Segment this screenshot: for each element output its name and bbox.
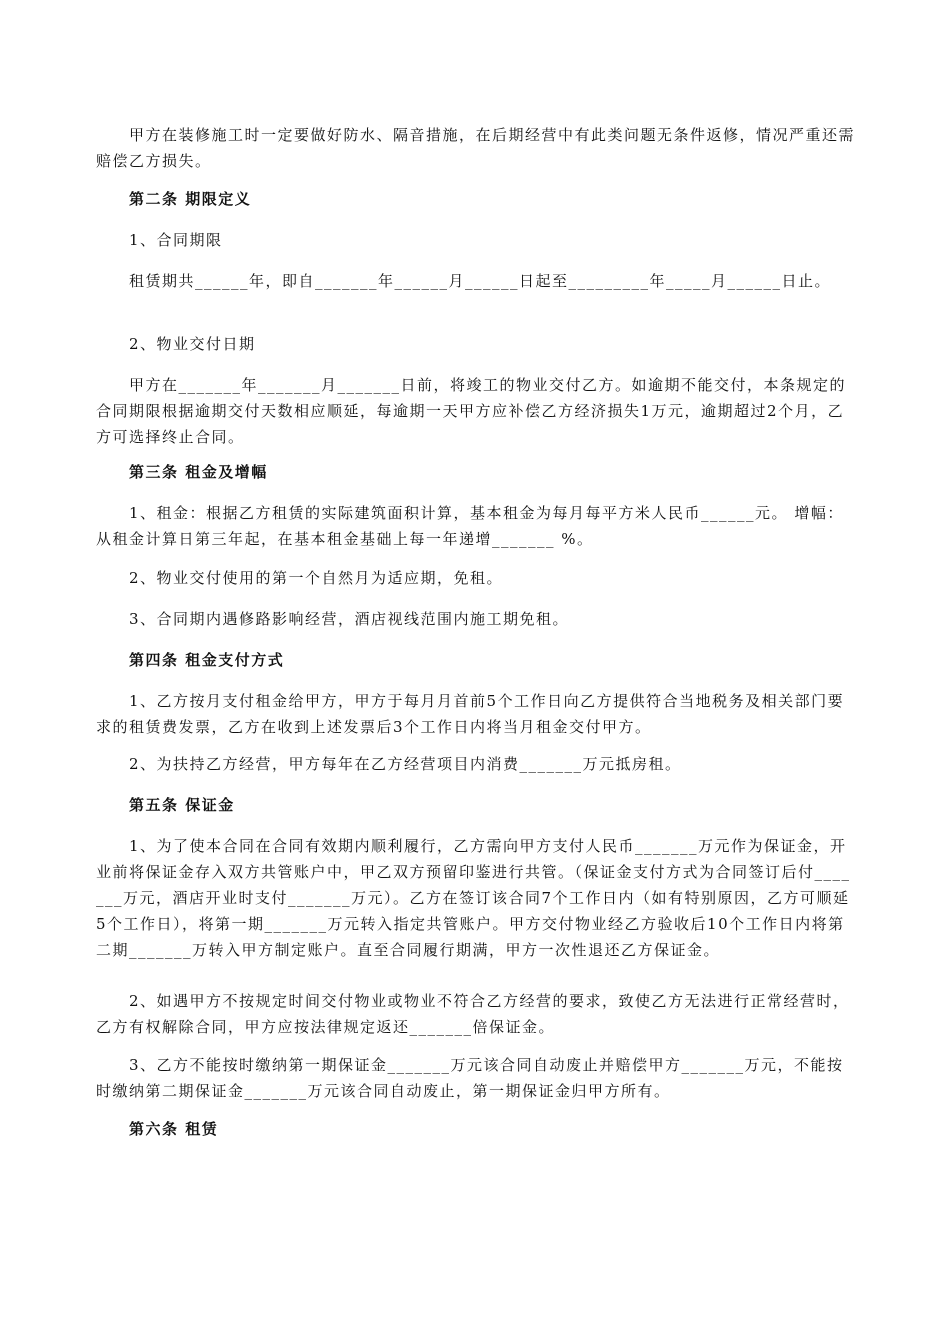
heading-article-2: 第二条 期限定义 <box>96 190 252 208</box>
heading-article-5: 第五条 保证金 <box>96 796 235 814</box>
heading-article-3: 第三条 租金及增幅 <box>96 463 268 481</box>
paragraph-2-2-title: 2、物业交付日期 <box>96 335 256 353</box>
paragraph-2-2-body: 甲方在_______年_______月_______日前，将竣工的物业交付乙方。如逾期不能交付，本条规定的合同期限根据逾期交付天数相应顺延，每逾期一天甲方应补偿乙方经济损失1万元，逾期超过2个月，乙方可选择终止合同。 <box>96 376 847 446</box>
paragraph-intro: 甲方在装修施工时一定要做好防水、隔音措施，在后期经营中有此类问题无条件返修，情况严重还需赔偿乙方损失。 <box>96 126 856 170</box>
paragraph-2-1-body: 租赁期共______年，即自_______年______月______日起至_________年_____月______日止。 <box>96 272 832 290</box>
paragraph-5-1: 1、为了使本合同在合同有效期内顺利履行，乙方需向甲方支付人民币_______万元作为保证金，开业前将保证金存入双方共管账户中，甲乙双方预留印鉴进行共管。（保证金支付方式为合同签订后付_______万元，酒店开业时支付_______万元）。乙方在签订该合同7个工作日内（如有特别原因，乙方可顺延5个工作日），将第一期_______万元转入指定共管账户。甲方交付物业经乙方验收后10个工作日内将第二期_______万转入甲方制定账户。直至合同履行期满，甲方一次性退还乙方保证金。 <box>96 837 851 959</box>
paragraph-3-2: 2、物业交付使用的第一个自然月为适应期，免租。 <box>96 569 504 587</box>
paragraph-2-1-title: 1、合同期限 <box>96 231 223 249</box>
heading-article-4: 第四条 租金支付方式 <box>96 651 285 669</box>
paragraph-3-3: 3、合同期内遇修路影响经营，酒店视线范围内施工期免租。 <box>96 610 570 628</box>
paragraph-5-3: 3、乙方不能按时缴纳第一期保证金_______万元该合同自动废止并赔偿甲方_______万元，不能按时缴纳第二期保证金_______万元该合同自动废止，第一期保证金归甲方所有。 <box>96 1056 844 1100</box>
paragraph-3-1: 1、租金：根据乙方租赁的实际建筑面积计算，基本租金为每月每平方米人民币______元。 增幅：从租金计算日第三年起，在基本租金基础上每一年递增_______ %。 <box>96 504 844 548</box>
paragraph-5-2: 2、如遇甲方不按规定时间交付物业或物业不符合乙方经营的要求，致使乙方无法进行正常经营时，乙方有权解除合同，甲方应按法律规定返还_______倍保证金。 <box>96 992 850 1036</box>
heading-article-6: 第六条 租赁 <box>96 1120 219 1138</box>
paragraph-4-2: 2、为扶持乙方经营，甲方每年在乙方经营项目内消费_______万元抵房租。 <box>96 755 682 773</box>
paragraph-4-1: 1、乙方按月支付租金给甲方，甲方于每月月首前5个工作日向乙方提供符合当地税务及相关部门要求的租赁费发票，乙方在收到上述发票后3个工作日内将当月租金交付甲方。 <box>96 692 845 736</box>
